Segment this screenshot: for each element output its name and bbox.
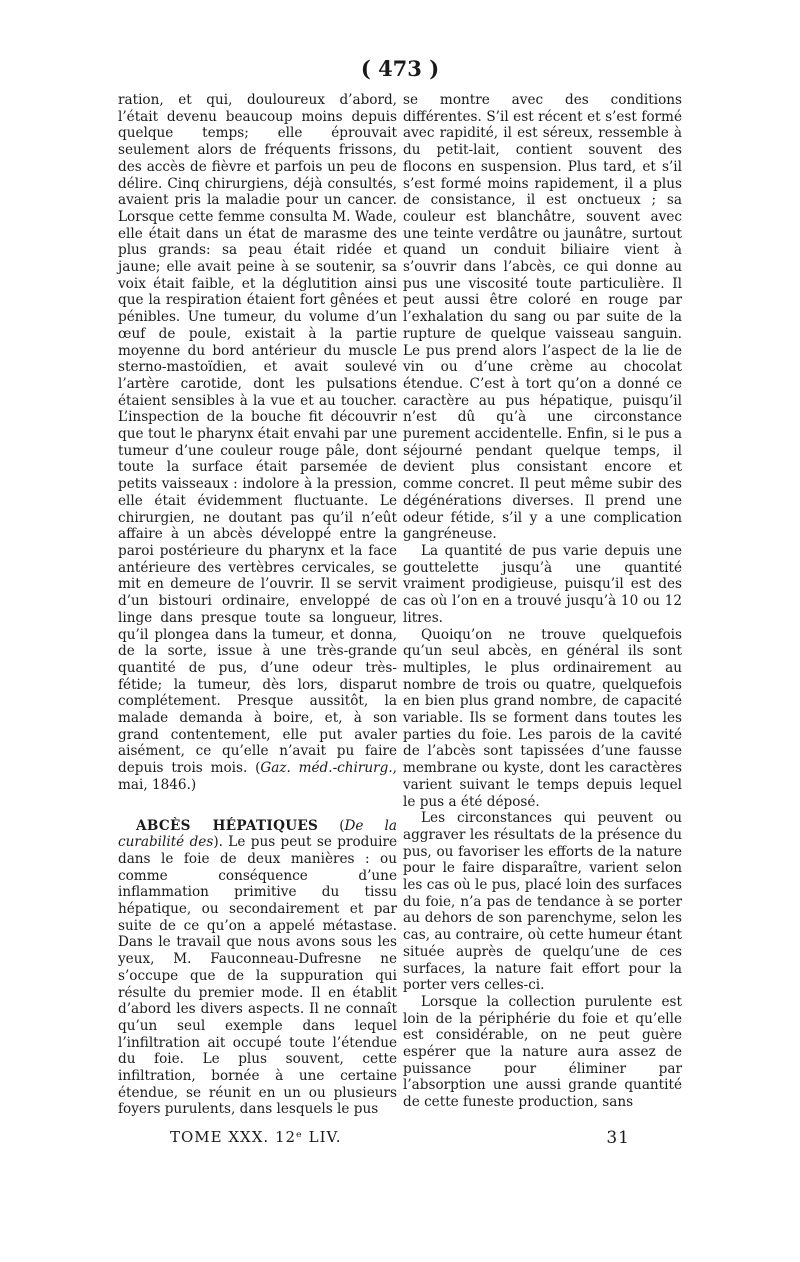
heading-paren-open: ( [318, 817, 345, 834]
section-heading: ABCÈS HÉPATIQUES [136, 817, 319, 834]
volume-signature: TOME XXX. 12ᵉ LIV. [170, 1128, 342, 1146]
section-paragraph [118, 818, 397, 1119]
heading-subtitle: De la curabilité des [118, 817, 397, 851]
right-paragraph-5: Lorsque la collection purulente est loin de la périphérie du foie et qu’elle est considérable, on ne peut guère espérer que la nature aura assez de puissance pour éliminer par l’absorption une aussi grande quantité de cette funeste production, sans [403, 993, 682, 1111]
section-gap [118, 794, 397, 818]
sheet-signature: 31 [606, 1128, 630, 1148]
heading-paren-close: ). [213, 834, 223, 851]
right-paragraph-4: Les circonstances qui peuvent ou aggraver les résultats de la présence du pus, ou favoriser les efforts de la nature pour le faire disparaître, varient selon les cas où le pus, placé loin des surfaces du foie, n’a pas de tendance à se porter au dehors de son parenchyme, selon les cas, au contraire, où cette humeur étant située auprès de quelqu’une de ces surfaces, la nature fait effort pour la porter vers celles-ci. [403, 810, 682, 994]
right-column [403, 92, 682, 1111]
left-paragraph-text: ration, et qui, douloureux d’abord, l’était devenu beaucoup moins depuis quelque temps; elle éprouvait seulement alors de fréquents frissons, des accès de fièvre et parfois un peu de délire. Cinq chirurgiens, déjà consultés, avaient pris la maladie pour un cancer. Lorsque cette femme consulta M. Wade, elle était dans un état de marasme des plus grands: sa peau était ridée et jaune; elle avait peine à se soutenir, sa voix était faible, et la déglutition ainsi que la respiration étaient fort gênées et pénibles. Une tumeur, du volume d’un œuf de poule, existait à la partie moyenne du bord antérieur du muscle sterno-mastoïdien, et avait soulevé l’artère carotide, dont les pulsations étaient sensibles à la vue et au toucher. L’inspection de la bouche fit découvrir que tout le pharynx était envahi par une tumeur d’une couleur rouge pâle, dont toute la surface était parsemée de petits vaisseaux : indolore à la pression, elle était évidemment fluctuante. Le chirurgien, ne doutant pas qu’il n’eût affaire à un abcès développé entre la paroi postérieure du pharynx et la face antérieure des vertèbres cervicales, se mit en demeure de l’ouvrir. Il se servit d’un bistouri ordinaire, enveloppé de linge dans presque toute sa longueur, qu’il plongea dans la tumeur, et donna, de la sorte, issue à une très-grande quantité de pus, d’une odeur très-fétide; la tumeur, dès lors, disparut complétement. Presque aussitôt, la malade demanda à boire, et, à son grand contentement, elle put avaler aisément, ce qu’elle n’avait pu faire depuis trois mois. [118, 92, 397, 777]
page-number: ( 473 ) [360, 56, 440, 81]
right-paragraph-2: La quantité de pus varie depuis une gouttelette jusqu’à une quantité vraiment prodigieuse, puisqu’il est des cas où l’on en a trouvé jusqu’à 10 ou 12 litres. [403, 542, 682, 626]
section-paragraph-text: Le pus peut se produire dans le foie de deux manières : ou comme conséquence d’une inflammation primitive du tissu hépatique, ou secondairement et par suite de ce qu’on a appelé métastase. Dans le travail que nous avons sous les yeux, M. Fauconneau-Dufresne ne s’occupe que de la suppuration qui résulte du premier mode. Il en établit d’abord les divers aspects. Il ne connaît qu’un seul exemple dans lequel l’infiltration ait occupé toute l’étendue du foie. Le plus souvent, cette infiltration, bornée à une certaine étendue, se réunit en un ou plusieurs foyers purulents, dans lesquels le pus [118, 834, 397, 1118]
left-paragraph [118, 92, 397, 794]
citation-close: , mai, 1846.) [118, 760, 397, 793]
left-column [118, 92, 397, 1118]
right-paragraph-1: se montre avec des conditions différentes. S’il est récent et s’est formé avec rapidité, il est séreux, ressemble à du petit-lait, contient souvent des flocons en suspension. Plus tard, et s’il s’est formé moins rapidement, il a plus de consistance, il est onctueux ; sa couleur est blanchâtre, souvent avec une teinte verdâtre ou jaunâtre, surtout quand un conduit biliaire vient à s’ouvrir dans l’abcès, ce qui donne au pus une viscosité toute particulière. Il peut aussi être coloré en rouge par l’exhalation du sang ou par suite de la rupture de quelque vaisseau sanguin. Le pus prend alors l’aspect de la lie de vin ou d’une crème au chocolat étendue. C’est à tort qu’on a donné ce caractère au pus hépatique, puisqu’il n’est dû qu’à une circonstance purement accidentelle. Enfin, si le pus a séjourné pendant quelque temps, il devient plus consistant encore et comme concret. Il peut même subir des dégénérations diverses. Il prend une odeur fétide, s’il y a une complication gangréneuse. [403, 92, 682, 543]
right-paragraph-3: Quoiqu’on ne trouve quelquefois qu’un seul abcès, en général ils sont multiples, le plus ordinairement au nombre de trois ou quatre, quelquefois en bien plus grand nombre, de capacité variable. Ils se forment dans toutes les parties du foie. Les parois de la cavité de l’abcès sont tapissées d’une fausse membrane ou kyste, dont les caractères varient suivant le temps depuis lequel le pus a été déposé. [403, 626, 682, 810]
page-footer [170, 1128, 630, 1146]
citation-source: Gaz. méd.-chirurg. [260, 760, 393, 777]
citation-open: ( [247, 760, 261, 777]
